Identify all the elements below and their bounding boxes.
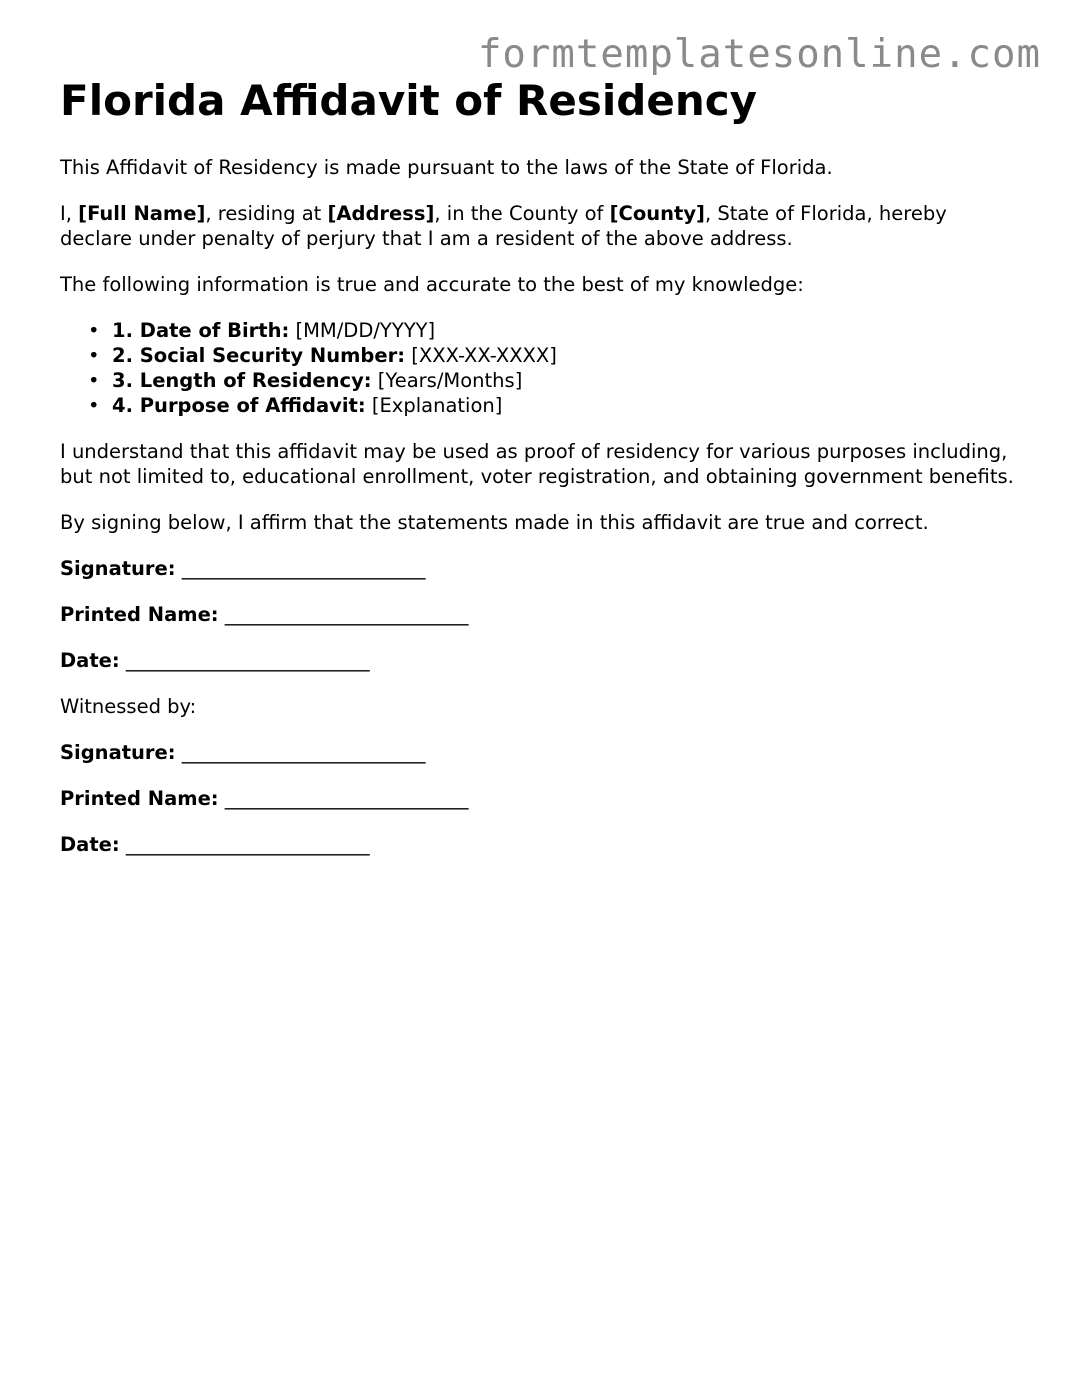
list-item-ssn: [88, 343, 1020, 368]
declaration-text-4: , State of Florida, hereby declare under penalty of perjury that I am a resident of the above address.: [60, 202, 947, 250]
signature-label: Signature:: [60, 557, 176, 580]
witness-date-line: [60, 832, 1020, 857]
understanding-paragraph: I understand that this affidavit may be used as proof of residency for various purposes including, but not limited to, educational enrollment, voter registration, and obtaining government benefits.: [60, 440, 1014, 488]
list-item-label: 1. Date of Birth:: [112, 319, 290, 342]
printed-name-blank: _________________________: [218, 787, 469, 810]
document-title: Florida Affidavit of Residency: [60, 76, 757, 125]
date-blank: _________________________: [119, 833, 370, 856]
declaration-text-2: , residing at: [205, 202, 328, 225]
county-placeholder: [County]: [609, 202, 705, 225]
list-item-label: 2. Social Security Number:: [112, 344, 406, 367]
witness-signature-line: [60, 740, 1020, 765]
address-placeholder: [Address]: [327, 202, 435, 225]
affiant-printed-name-line: [60, 602, 1020, 627]
witness-printed-name-line: [60, 786, 1020, 811]
list-item-purpose: [88, 393, 1020, 418]
list-item-value: [Explanation]: [365, 394, 503, 417]
list-item-value: [XXX-XX-XXXX]: [405, 344, 557, 367]
affiant-date-line: [60, 648, 1020, 673]
date-label: Date:: [60, 649, 120, 672]
list-item-date-of-birth: [88, 318, 1020, 343]
watermark-text: formtemplatesonline.com: [477, 32, 1041, 77]
bullet-icon: •: [88, 319, 100, 342]
printed-name-blank: _________________________: [218, 603, 469, 626]
list-item-label: 3. Length of Residency:: [112, 369, 372, 392]
declaration-paragraph: [60, 201, 1020, 251]
document-body: [60, 155, 1020, 878]
list-item-value: [Years/Months]: [371, 369, 523, 392]
full-name-placeholder: [Full Name]: [78, 202, 206, 225]
date-blank: _________________________: [119, 649, 370, 672]
list-item-label: 4. Purpose of Affidavit:: [112, 394, 366, 417]
signature-blank: _________________________: [175, 557, 426, 580]
declaration-text-3: , in the County of: [434, 202, 610, 225]
signature-label: Signature:: [60, 741, 176, 764]
intro-paragraph: This Affidavit of Residency is made pursuant to the laws of the State of Florida.: [60, 156, 833, 179]
info-intro-paragraph: The following information is true and accurate to the best of my knowledge:: [60, 273, 804, 296]
declaration-text-1: I,: [60, 202, 79, 225]
bullet-icon: •: [88, 394, 100, 417]
info-list: [60, 318, 1020, 418]
list-item-value: [MM/DD/YYYY]: [289, 319, 436, 342]
printed-name-label: Printed Name:: [60, 787, 219, 810]
witnessed-by-label: Witnessed by:: [60, 695, 197, 718]
affirmation-paragraph: By signing below, I affirm that the statements made in this affidavit are true and correct.: [60, 511, 929, 534]
affiant-signature-line: [60, 556, 1020, 581]
bullet-icon: •: [88, 369, 100, 392]
signature-blank: _________________________: [175, 741, 426, 764]
list-item-length-of-residency: [88, 368, 1020, 393]
date-label: Date:: [60, 833, 120, 856]
printed-name-label: Printed Name:: [60, 603, 219, 626]
bullet-icon: •: [88, 344, 100, 367]
